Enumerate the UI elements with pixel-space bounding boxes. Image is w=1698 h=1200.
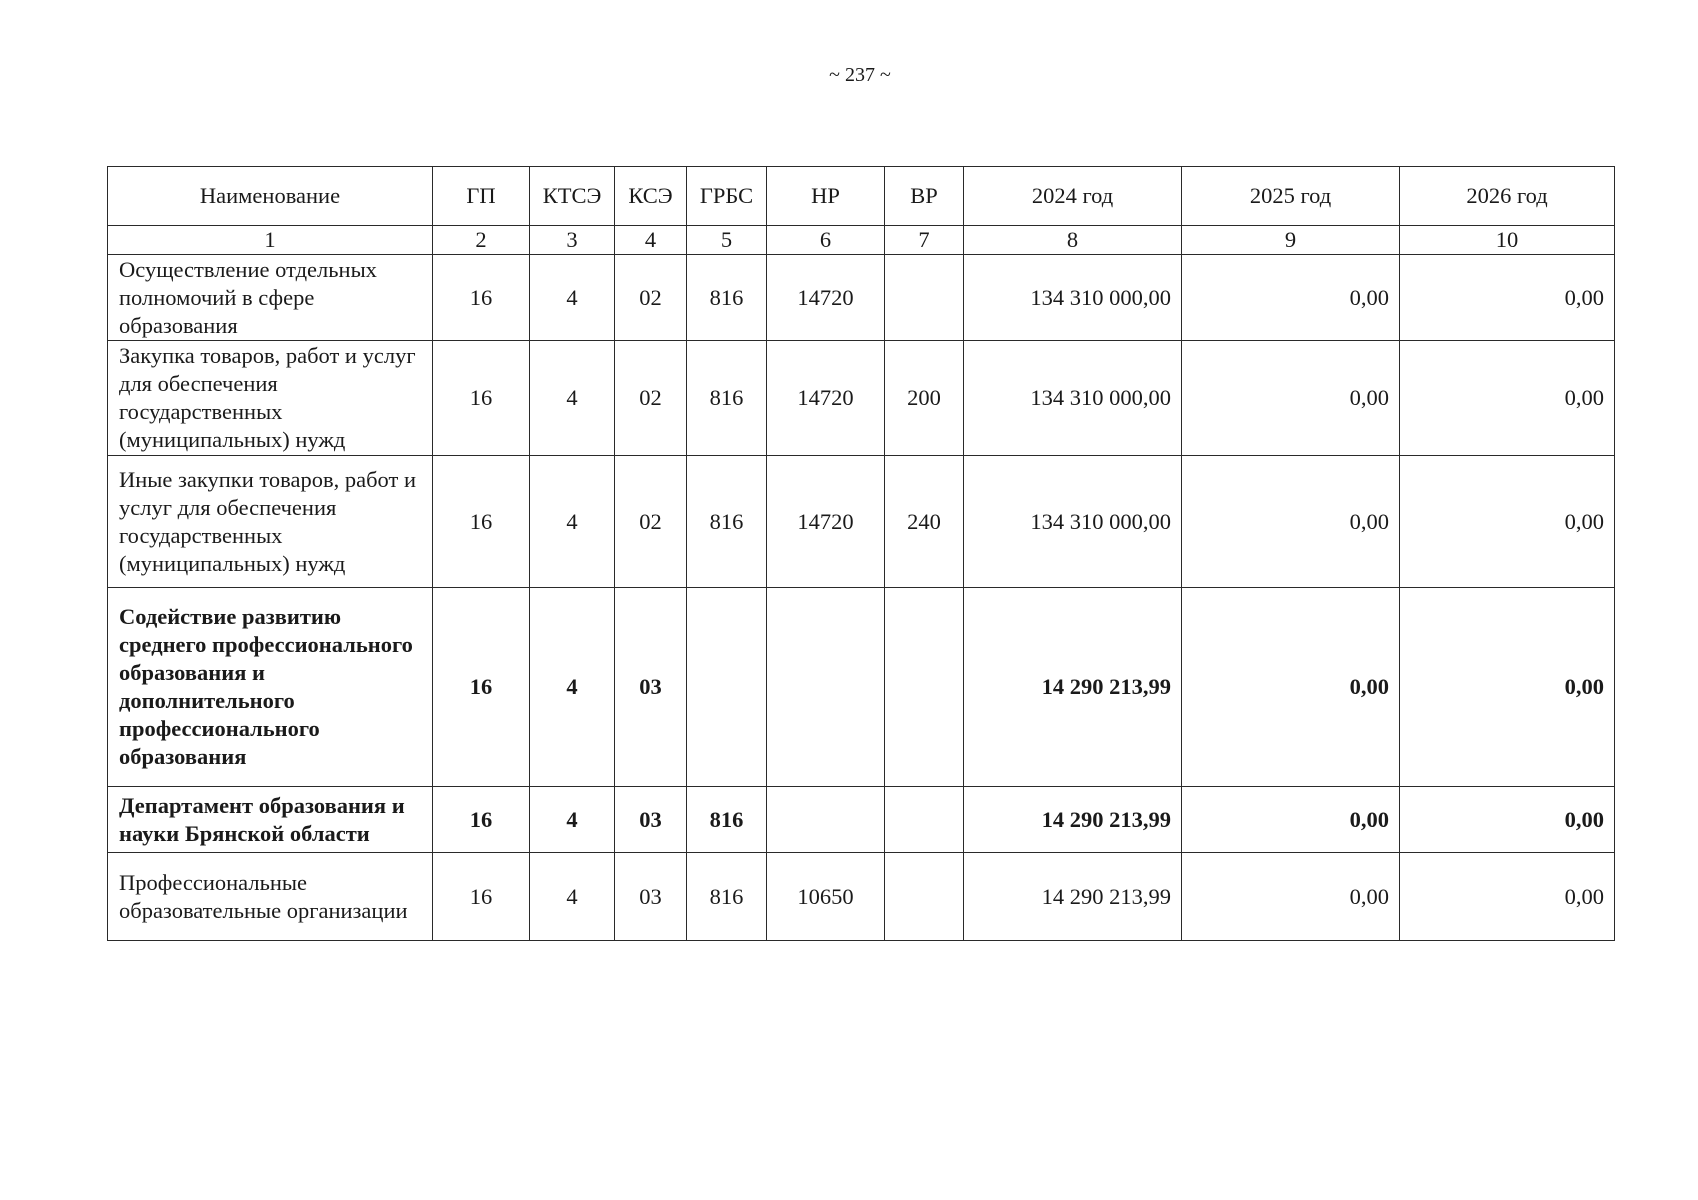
column-number: 8 — [964, 226, 1182, 255]
page-number: ~ 237 ~ — [829, 64, 891, 86]
row-2026: 0,00 — [1400, 255, 1615, 341]
row-2025: 0,00 — [1182, 341, 1400, 456]
row-vr — [885, 853, 964, 941]
row-2025: 0,00 — [1182, 588, 1400, 787]
header-2026: 2026 год — [1400, 167, 1615, 226]
table-row — [108, 588, 1615, 787]
table-row — [108, 853, 1615, 941]
row-2024: 134 310 000,00 — [964, 456, 1182, 588]
row-nr — [767, 787, 885, 853]
row-gp: 16 — [433, 588, 530, 787]
row-2025: 0,00 — [1182, 456, 1400, 588]
row-gp: 16 — [433, 456, 530, 588]
row-name: Иные закупки товаров, работ и услуг для обеспечения государственных (муниципальных) нужд — [108, 456, 433, 588]
row-kse: 03 — [615, 588, 687, 787]
row-2026: 0,00 — [1400, 853, 1615, 941]
table-row — [108, 456, 1615, 588]
row-name: Осуществление отдельных полномочий в сфере образования — [108, 255, 433, 341]
table-header-row — [108, 167, 1615, 226]
row-name: Закупка товаров, работ и услуг для обеспечения государственных (муниципальных) нужд — [108, 341, 433, 456]
row-2026: 0,00 — [1400, 588, 1615, 787]
row-grbs: 816 — [687, 255, 767, 341]
row-nr — [767, 588, 885, 787]
row-2026: 0,00 — [1400, 787, 1615, 853]
row-ktse: 4 — [530, 456, 615, 588]
column-number: 10 — [1400, 226, 1615, 255]
column-number: 7 — [885, 226, 964, 255]
table-row — [108, 341, 1615, 456]
row-2024: 14 290 213,99 — [964, 588, 1182, 787]
row-2026: 0,00 — [1400, 456, 1615, 588]
column-number: 2 — [433, 226, 530, 255]
row-vr: 240 — [885, 456, 964, 588]
table-row — [108, 787, 1615, 853]
row-gp: 16 — [433, 341, 530, 456]
row-grbs: 816 — [687, 787, 767, 853]
header-ktse: КТСЭ — [530, 167, 615, 226]
row-kse: 02 — [615, 255, 687, 341]
row-vr — [885, 787, 964, 853]
column-number: 6 — [767, 226, 885, 255]
column-number: 4 — [615, 226, 687, 255]
header-name: Наименование — [108, 167, 433, 226]
row-vr — [885, 588, 964, 787]
row-ktse: 4 — [530, 853, 615, 941]
row-grbs: 816 — [687, 341, 767, 456]
row-2024: 14 290 213,99 — [964, 853, 1182, 941]
row-gp: 16 — [433, 853, 530, 941]
row-nr: 14720 — [767, 341, 885, 456]
row-grbs — [687, 588, 767, 787]
row-kse: 02 — [615, 456, 687, 588]
row-2024: 134 310 000,00 — [964, 255, 1182, 341]
row-grbs: 816 — [687, 456, 767, 588]
row-ktse: 4 — [530, 588, 615, 787]
header-grbs: ГРБС — [687, 167, 767, 226]
row-nr: 14720 — [767, 456, 885, 588]
row-kse: 03 — [615, 853, 687, 941]
column-number: 3 — [530, 226, 615, 255]
header-nr: НР — [767, 167, 885, 226]
budget-table — [107, 166, 1615, 941]
row-nr: 10650 — [767, 853, 885, 941]
row-2024: 14 290 213,99 — [964, 787, 1182, 853]
header-vr: ВР — [885, 167, 964, 226]
row-name: Департамент образования и науки Брянской области — [108, 787, 433, 853]
header-2025: 2025 год — [1182, 167, 1400, 226]
row-ktse: 4 — [530, 341, 615, 456]
row-2025: 0,00 — [1182, 255, 1400, 341]
column-number: 5 — [687, 226, 767, 255]
row-name: Содействие развитию среднего профессионального образования и дополнительного профессионального образования — [108, 588, 433, 787]
row-ktse: 4 — [530, 255, 615, 341]
row-name: Профессиональные образовательные организации — [108, 853, 433, 941]
header-gp: ГП — [433, 167, 530, 226]
row-gp: 16 — [433, 255, 530, 341]
row-2024: 134 310 000,00 — [964, 341, 1182, 456]
row-vr — [885, 255, 964, 341]
header-2024: 2024 год — [964, 167, 1182, 226]
table-row — [108, 255, 1615, 341]
column-number: 9 — [1182, 226, 1400, 255]
header-kse: КСЭ — [615, 167, 687, 226]
row-nr: 14720 — [767, 255, 885, 341]
row-kse: 03 — [615, 787, 687, 853]
row-kse: 02 — [615, 341, 687, 456]
row-grbs: 816 — [687, 853, 767, 941]
row-gp: 16 — [433, 787, 530, 853]
column-number-row — [108, 226, 1615, 255]
row-2025: 0,00 — [1182, 787, 1400, 853]
row-vr: 200 — [885, 341, 964, 456]
row-2025: 0,00 — [1182, 853, 1400, 941]
row-2026: 0,00 — [1400, 341, 1615, 456]
column-number: 1 — [108, 226, 433, 255]
row-ktse: 4 — [530, 787, 615, 853]
